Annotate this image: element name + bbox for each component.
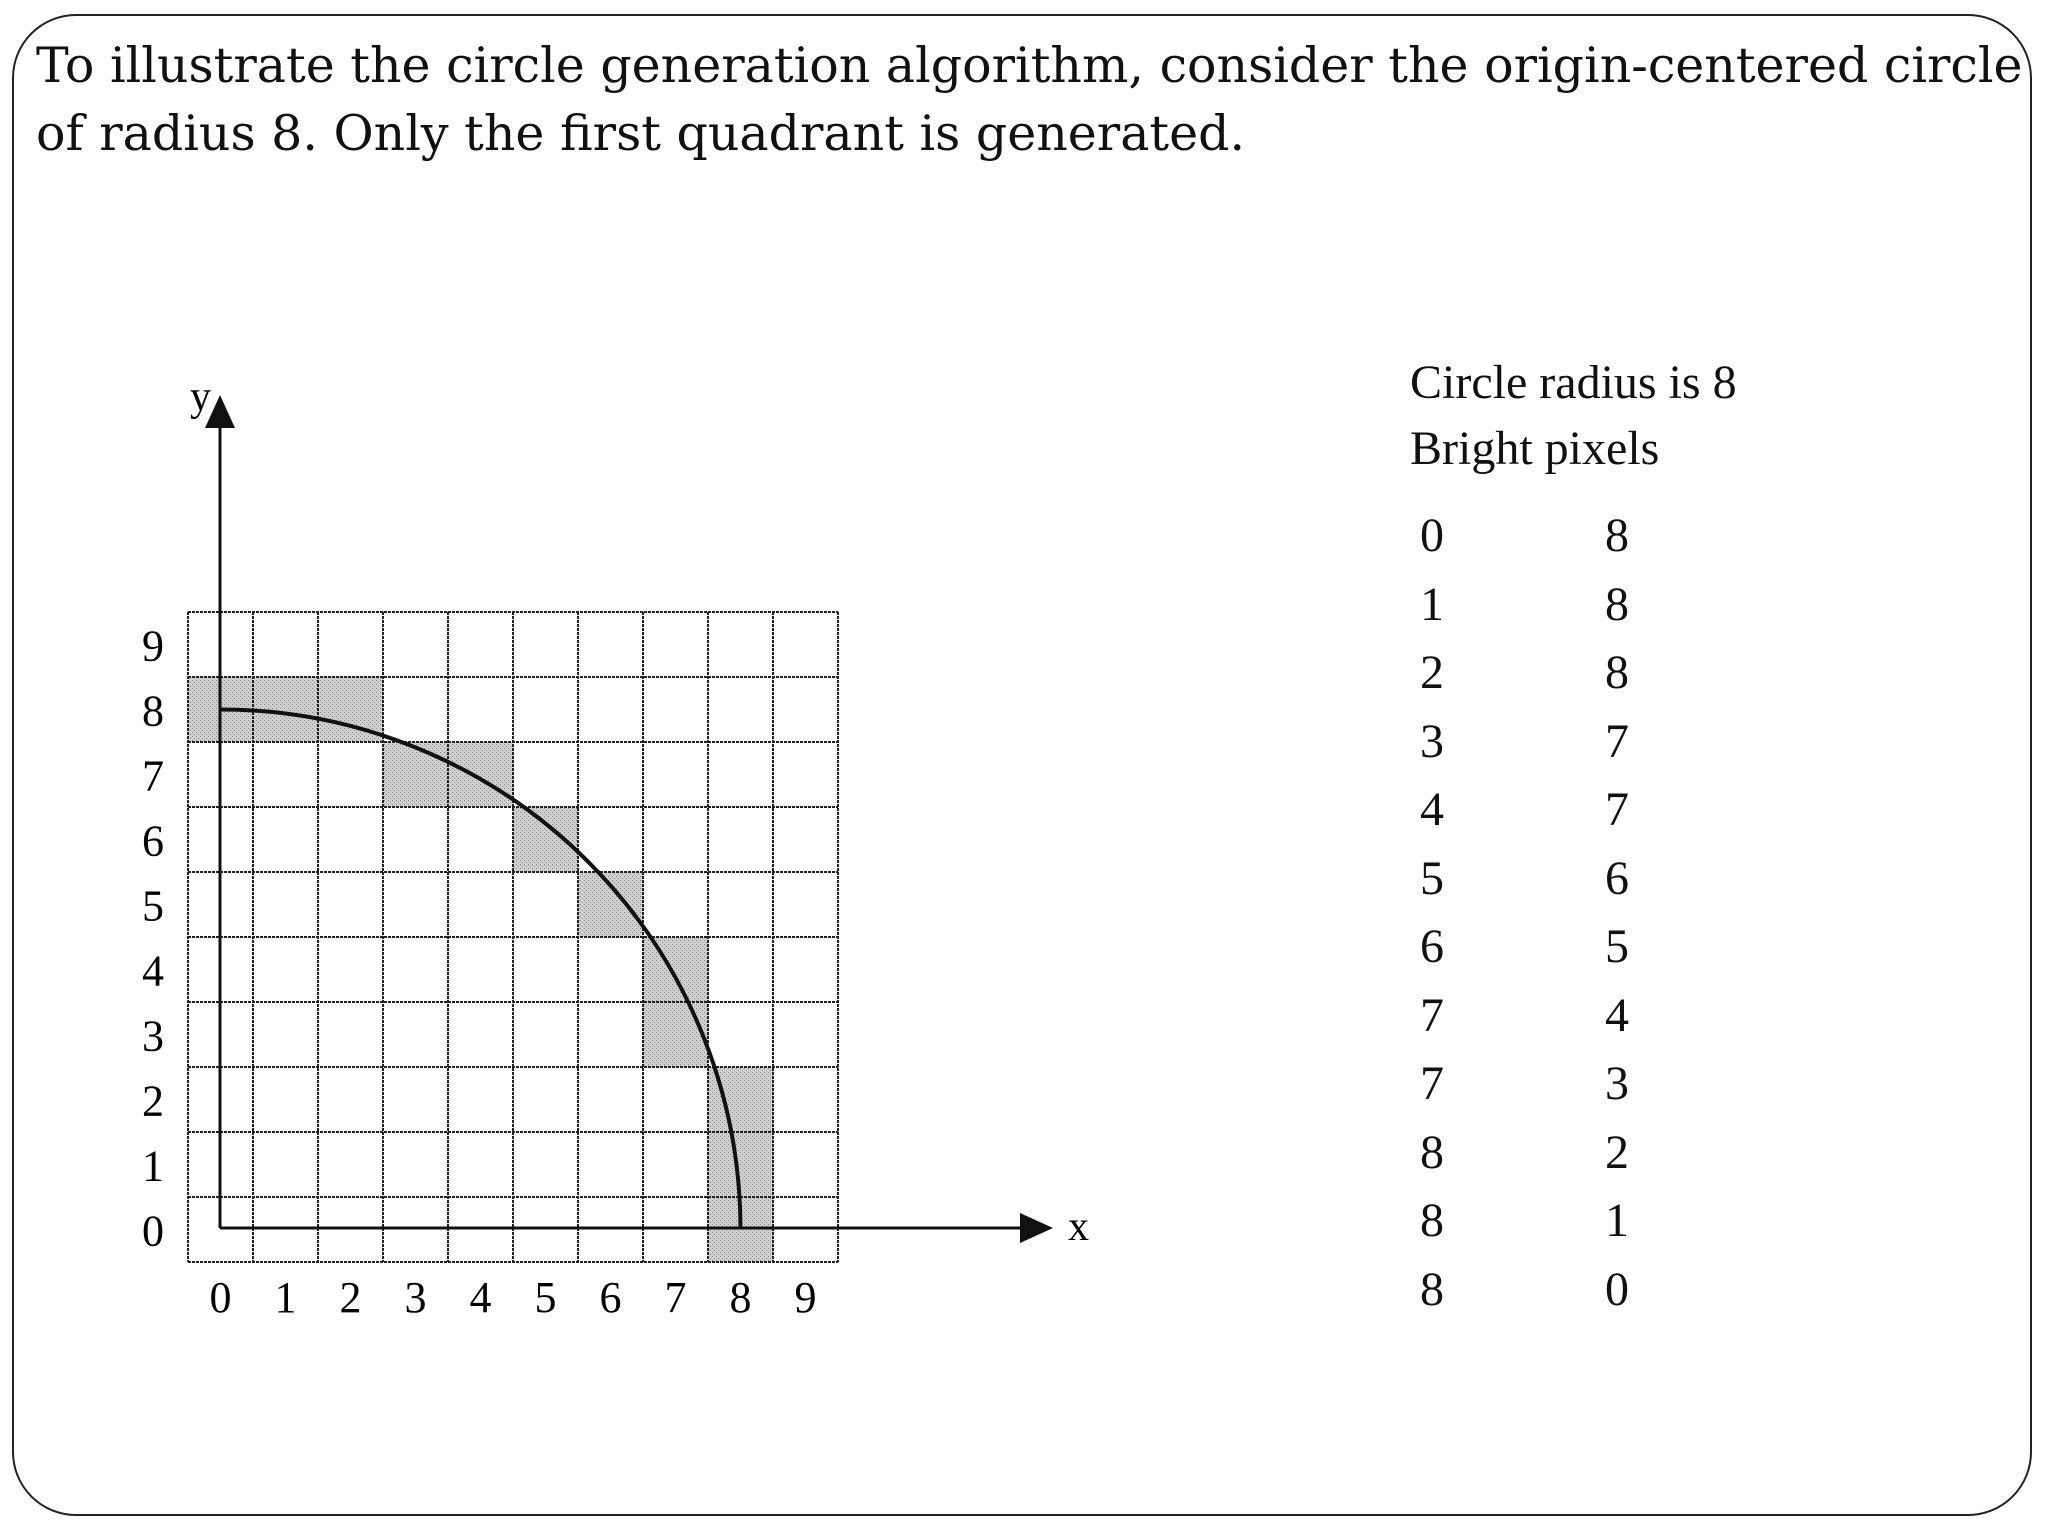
intro-line-1: To illustrate the circle generation algorithm, consider the origin-centered circle: [36, 37, 2023, 94]
x-tick-label: 1: [274, 1273, 297, 1322]
y-tick-label: 8: [142, 686, 164, 736]
table-row: [1410, 1050, 1629, 1119]
x-tick-label: 8: [729, 1273, 752, 1322]
pixel-y-value: 7: [1605, 714, 1629, 768]
pixel-x-value: 5: [1420, 851, 1444, 905]
x-tick-label: 0: [209, 1273, 232, 1322]
pixel-x-value: 8: [1420, 1194, 1444, 1247]
pixel-y-value: 0: [1605, 1262, 1629, 1316]
x-tick-label: 2: [339, 1273, 362, 1322]
pixel-x-value: 6: [1420, 920, 1444, 973]
x-tick-label: 4: [469, 1273, 492, 1322]
pixel-x-value: 0: [1420, 509, 1444, 562]
table-row: [1410, 571, 1629, 640]
pixel-y-value: 4: [1605, 988, 1629, 1042]
table-row: [1410, 1256, 1629, 1325]
pixel-x-value: 1: [1420, 577, 1444, 631]
y-tick-label: 4: [142, 946, 164, 996]
table-row: [1410, 913, 1629, 982]
y-axis-label: y: [190, 374, 211, 420]
bright-pixels-table: [1410, 502, 1629, 1324]
y-tick-label: 7: [142, 751, 164, 801]
y-tick-label: 0: [142, 1206, 164, 1256]
table-row: [1410, 1119, 1629, 1188]
pixel-y-value: 1: [1605, 1194, 1629, 1247]
shaded-pixel: [643, 1002, 708, 1067]
shaded-pixel: [383, 742, 448, 807]
pixel-x-value: 2: [1420, 646, 1444, 699]
x-tick-label: 5: [534, 1273, 557, 1322]
shaded-pixel: [578, 872, 643, 937]
pixel-x-value: 7: [1420, 988, 1444, 1042]
shaded-pixel: [643, 937, 708, 1002]
pixel-x-value: 4: [1420, 783, 1444, 836]
y-tick-label: 5: [142, 881, 164, 931]
axes: [190, 374, 1089, 1250]
bright-pixels-panel: [1410, 350, 1737, 1324]
pixel-y-value: 7: [1605, 783, 1629, 836]
x-tick-label: 9: [794, 1273, 817, 1322]
table-row: [1410, 1187, 1629, 1256]
table-row: [1410, 982, 1629, 1051]
x-tick-label: 7: [664, 1273, 687, 1322]
radius-caption: Circle radius is 8: [1410, 356, 1737, 409]
pixel-y-value: 8: [1605, 577, 1629, 631]
pixel-x-value: 8: [1420, 1262, 1444, 1316]
table-row: [1410, 708, 1629, 777]
y-tick-label: 9: [142, 621, 164, 671]
table-row: [1410, 502, 1629, 571]
y-tick-label: 2: [142, 1076, 164, 1126]
shaded-pixel: [448, 742, 513, 807]
y-tick-label: 1: [142, 1141, 164, 1191]
pixel-y-value: 5: [1605, 920, 1629, 973]
pixel-y-value: 8: [1605, 509, 1629, 562]
bright-pixels-caption: Bright pixels: [1410, 422, 1660, 475]
pixel-y-value: 8: [1605, 646, 1629, 699]
shaded-pixels: [188, 677, 773, 1262]
pixel-x-value: 7: [1420, 1057, 1444, 1110]
shaded-pixel: [513, 807, 578, 872]
y-tick-label: 3: [142, 1011, 164, 1061]
pixel-y-value: 2: [1605, 1125, 1629, 1179]
pixel-y-value: 3: [1605, 1057, 1629, 1110]
intro-line-2: of radius 8. Only the first quadrant is generated.: [36, 105, 1246, 162]
table-row: [1410, 639, 1629, 708]
x-tick-label: 6: [599, 1273, 622, 1322]
x-tick-label: 3: [404, 1273, 427, 1322]
table-row: [1410, 845, 1629, 914]
y-tick-label: 6: [142, 816, 164, 866]
pixel-x-value: 3: [1420, 714, 1444, 768]
table-row: [1410, 776, 1629, 845]
pixel-y-value: 6: [1605, 851, 1629, 905]
x-axis-label: x: [1068, 1204, 1089, 1250]
pixel-x-value: 8: [1420, 1125, 1444, 1179]
